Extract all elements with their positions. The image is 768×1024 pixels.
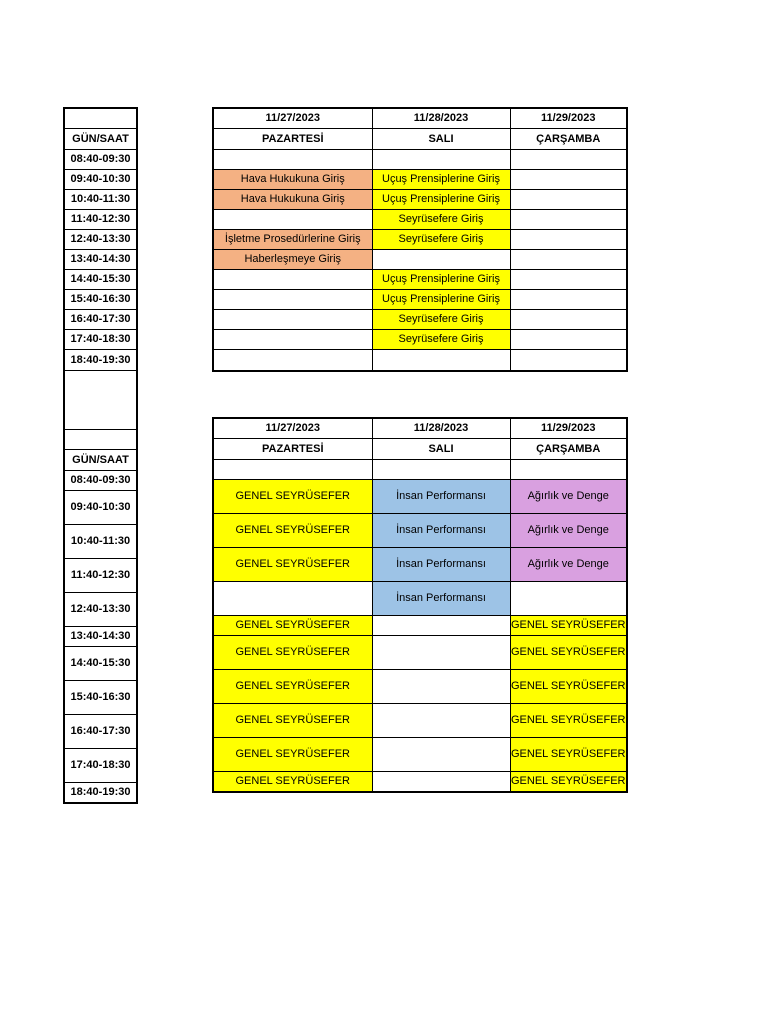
table-row xyxy=(213,636,627,670)
gun-saat-header: GÜN/SAAT xyxy=(64,129,137,150)
course-cell: Ağırlık ve Denge xyxy=(510,548,627,582)
day-header: ÇARŞAMBA xyxy=(510,129,627,150)
course-cell xyxy=(372,616,510,636)
course-cell xyxy=(510,330,627,350)
course-cell: Uçuş Prensiplerine Giriş xyxy=(372,290,510,310)
course-cell: GENEL SEYRÜSEFER xyxy=(213,514,372,548)
schedule-table-1 xyxy=(212,107,628,372)
time-slot: 17:40-18:30 xyxy=(64,330,137,350)
course-cell xyxy=(372,150,510,170)
course-cell xyxy=(372,460,510,480)
course-cell xyxy=(372,670,510,704)
course-cell: Seyrüsefere Giriş xyxy=(372,310,510,330)
table-row xyxy=(213,704,627,738)
table-row xyxy=(213,772,627,793)
time-slot: 15:40-16:30 xyxy=(64,681,137,715)
table-row xyxy=(213,290,627,310)
day-header-row xyxy=(213,129,627,150)
time-slot: 09:40-10:30 xyxy=(64,170,137,190)
course-cell: Haberleşmeye Giriş xyxy=(213,250,372,270)
time-slot: 15:40-16:30 xyxy=(64,290,137,310)
time-row xyxy=(64,491,137,525)
course-cell: GENEL SEYRÜSEFER xyxy=(213,480,372,514)
course-cell xyxy=(510,250,627,270)
course-cell xyxy=(372,704,510,738)
time-slot: 18:40-19:30 xyxy=(64,350,137,371)
blank-cell xyxy=(64,108,137,129)
table-row xyxy=(213,230,627,250)
day-header: ÇARŞAMBA xyxy=(510,439,627,460)
table-row xyxy=(213,310,627,330)
time-row xyxy=(64,749,137,783)
date-header-row xyxy=(213,108,627,129)
course-cell xyxy=(510,210,627,230)
time-slot: 13:40-14:30 xyxy=(64,627,137,647)
time-slot: 12:40-13:30 xyxy=(64,230,137,250)
table-row xyxy=(213,514,627,548)
course-cell xyxy=(510,190,627,210)
course-cell: GENEL SEYRÜSEFER xyxy=(213,548,372,582)
course-cell: Uçuş Prensiplerine Giriş xyxy=(372,190,510,210)
course-cell xyxy=(372,636,510,670)
time-slot: 12:40-13:30 xyxy=(64,593,137,627)
time-row xyxy=(64,681,137,715)
table-row xyxy=(213,582,627,616)
time-row xyxy=(64,559,137,593)
spacer-row xyxy=(64,371,137,430)
course-cell xyxy=(510,350,627,372)
time-slot: 10:40-11:30 xyxy=(64,190,137,210)
time-label-column xyxy=(63,107,138,804)
time-slot: 16:40-17:30 xyxy=(64,715,137,749)
time-row xyxy=(64,593,137,627)
course-cell xyxy=(213,310,372,330)
course-cell xyxy=(510,582,627,616)
time-slot: 16:40-17:30 xyxy=(64,310,137,330)
course-cell xyxy=(213,150,372,170)
time-slot: 18:40-19:30 xyxy=(64,783,137,804)
course-cell xyxy=(510,170,627,190)
time-row xyxy=(64,330,137,350)
time-row xyxy=(64,525,137,559)
day-header: PAZARTESİ xyxy=(213,129,372,150)
table-row xyxy=(213,480,627,514)
course-cell xyxy=(213,330,372,350)
course-cell xyxy=(510,460,627,480)
course-cell xyxy=(372,738,510,772)
blank-row xyxy=(64,430,137,450)
table-row xyxy=(213,330,627,350)
course-cell: Ağırlık ve Denge xyxy=(510,480,627,514)
table-row xyxy=(213,150,627,170)
course-cell: GENEL SEYRÜSEFER xyxy=(213,772,372,793)
course-cell: GENEL SEYRÜSEFER xyxy=(213,704,372,738)
time-row xyxy=(64,647,137,681)
gun-saat-header: GÜN/SAAT xyxy=(64,450,137,471)
course-cell: GENEL SEYRÜSEFER xyxy=(510,738,627,772)
time-row xyxy=(64,715,137,749)
table-row xyxy=(213,270,627,290)
course-cell xyxy=(372,250,510,270)
course-cell: İnsan Performansı xyxy=(372,480,510,514)
time-slot: 13:40-14:30 xyxy=(64,250,137,270)
table-row xyxy=(213,250,627,270)
table-row xyxy=(213,210,627,230)
course-cell: Seyrüsefere Giriş xyxy=(372,210,510,230)
course-cell xyxy=(213,290,372,310)
time-slot: 14:40-15:30 xyxy=(64,647,137,681)
table-row xyxy=(213,350,627,372)
course-cell: GENEL SEYRÜSEFER xyxy=(213,670,372,704)
course-cell xyxy=(510,230,627,250)
time-row xyxy=(64,210,137,230)
date-header-row xyxy=(213,418,627,439)
time-row xyxy=(64,350,137,371)
time-slot: 11:40-12:30 xyxy=(64,559,137,593)
time-row xyxy=(64,290,137,310)
course-cell: İnsan Performansı xyxy=(372,582,510,616)
course-cell: Uçuş Prensiplerine Giriş xyxy=(372,170,510,190)
date-header: 11/29/2023 xyxy=(510,108,627,129)
date-header: 11/27/2023 xyxy=(213,108,372,129)
label-header-row xyxy=(64,450,137,471)
day-header: PAZARTESİ xyxy=(213,439,372,460)
date-header: 11/28/2023 xyxy=(372,418,510,439)
course-cell xyxy=(213,210,372,230)
time-slot: 08:40-09:30 xyxy=(64,471,137,491)
time-slot: 14:40-15:30 xyxy=(64,270,137,290)
course-cell xyxy=(213,582,372,616)
table-row xyxy=(213,190,627,210)
course-cell: GENEL SEYRÜSEFER xyxy=(510,616,627,636)
time-slot: 11:40-12:30 xyxy=(64,210,137,230)
time-slot: 09:40-10:30 xyxy=(64,491,137,525)
table-row xyxy=(213,170,627,190)
course-cell xyxy=(213,270,372,290)
time-row xyxy=(64,190,137,210)
time-row xyxy=(64,270,137,290)
course-cell xyxy=(510,290,627,310)
date-header: 11/29/2023 xyxy=(510,418,627,439)
label-header-row xyxy=(64,129,137,150)
course-cell: İnsan Performansı xyxy=(372,548,510,582)
course-cell: Seyrüsefere Giriş xyxy=(372,330,510,350)
time-slot: 08:40-09:30 xyxy=(64,150,137,170)
course-cell xyxy=(372,772,510,793)
course-cell: GENEL SEYRÜSEFER xyxy=(510,670,627,704)
course-cell xyxy=(510,150,627,170)
date-header: 11/27/2023 xyxy=(213,418,372,439)
date-header: 11/28/2023 xyxy=(372,108,510,129)
day-header: SALI xyxy=(372,129,510,150)
course-cell: GENEL SEYRÜSEFER xyxy=(213,616,372,636)
course-cell xyxy=(213,350,372,372)
course-cell: Ağırlık ve Denge xyxy=(510,514,627,548)
table-row xyxy=(213,460,627,480)
time-row xyxy=(64,170,137,190)
time-slot: 10:40-11:30 xyxy=(64,525,137,559)
course-cell: GENEL SEYRÜSEFER xyxy=(213,738,372,772)
time-row xyxy=(64,471,137,491)
course-cell: İnsan Performansı xyxy=(372,514,510,548)
course-cell: Uçuş Prensiplerine Giriş xyxy=(372,270,510,290)
table-row xyxy=(213,548,627,582)
course-cell: GENEL SEYRÜSEFER xyxy=(510,636,627,670)
course-cell: İşletme Prosedürlerine Giriş xyxy=(213,230,372,250)
time-row xyxy=(64,783,137,804)
blank-row xyxy=(64,108,137,129)
course-cell: GENEL SEYRÜSEFER xyxy=(510,772,627,793)
course-cell: Hava Hukukuna Giriş xyxy=(213,190,372,210)
day-header-row xyxy=(213,439,627,460)
time-row xyxy=(64,230,137,250)
day-header: SALI xyxy=(372,439,510,460)
course-cell xyxy=(510,270,627,290)
course-cell: Hava Hukukuna Giriş xyxy=(213,170,372,190)
table-row xyxy=(213,670,627,704)
course-cell: Seyrüsefere Giriş xyxy=(372,230,510,250)
blank-cell xyxy=(64,430,137,450)
course-cell xyxy=(510,310,627,330)
time-row xyxy=(64,250,137,270)
course-cell: GENEL SEYRÜSEFER xyxy=(213,636,372,670)
course-cell xyxy=(213,460,372,480)
spacer-cell xyxy=(64,371,137,430)
time-row xyxy=(64,627,137,647)
time-row xyxy=(64,310,137,330)
course-cell xyxy=(372,350,510,372)
table-row xyxy=(213,616,627,636)
schedule-table-2 xyxy=(212,417,628,793)
time-row xyxy=(64,150,137,170)
table-row xyxy=(213,738,627,772)
time-slot: 17:40-18:30 xyxy=(64,749,137,783)
course-cell: GENEL SEYRÜSEFER xyxy=(510,704,627,738)
